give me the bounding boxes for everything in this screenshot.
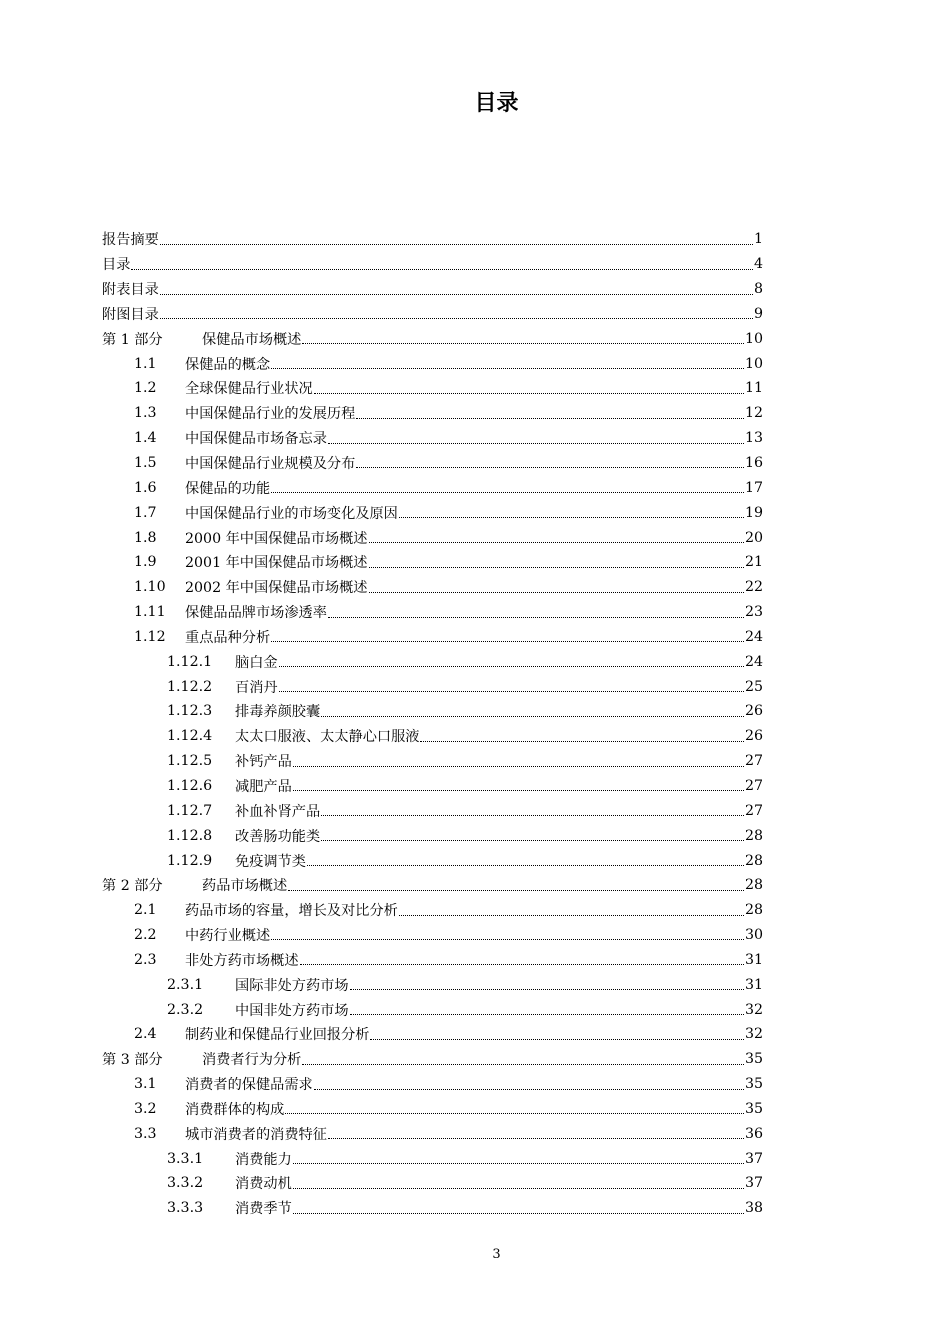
toc-entry[interactable] [102,500,763,525]
toc-entry[interactable] [102,1047,763,1072]
toc-entry-page: 13 [744,430,763,447]
toc-entry-label: 附图目录 [102,306,159,323]
toc-dot-leader [314,392,744,394]
toc-entry-label: 保健品市场概述 [202,331,302,348]
toc-dot-leader [288,889,744,891]
toc-entry-label: 目录 [102,257,131,274]
toc-entry[interactable] [102,326,763,351]
toc-entry-number: 第 3 部分 [102,1052,163,1069]
toc-entry[interactable] [102,351,763,376]
toc-entry-label: 中国保健品行业的市场变化及原因 [185,505,398,522]
toc-entry-page: 28 [744,852,763,869]
toc-entry-page: 11 [744,380,763,397]
toc-entry[interactable] [102,252,763,277]
toc-entry-number: 1.12.1 [167,653,213,670]
toc-entry-label: 消费者行为分析 [202,1052,302,1069]
toc-entry[interactable] [102,1196,763,1221]
toc-entry[interactable] [102,674,763,699]
toc-entry-label: 报告摘要 [102,232,159,249]
toc-entry-label: 国际非处方药市场 [235,977,349,994]
toc-dot-leader [369,541,744,543]
toc-entry-label: 脑白金 [235,654,278,671]
toc-entry-page: 26 [744,703,763,720]
toc-entry[interactable] [102,873,763,898]
toc-entry-label: 药品市场概述 [202,878,288,895]
toc-entry-label: 非处方药市场概述 [185,952,299,969]
toc-entry-label: 保健品的概念 [185,356,271,373]
toc-entry-number: 1.12.3 [167,703,213,720]
toc-entry-page: 37 [744,1150,763,1167]
toc-dot-leader [328,616,744,618]
toc-entry-label: 制药业和保健品行业回报分析 [185,1027,370,1044]
toc-entry-page: 23 [744,604,763,621]
toc-entry[interactable] [102,848,763,873]
toc-entry-number: 2.3 [134,951,157,968]
toc-entry-label: 排毒养颜胶囊 [235,704,321,721]
toc-dot-leader [356,466,744,468]
toc-entry-number: 2.3.2 [167,1001,204,1018]
toc-entry-page: 32 [744,1001,763,1018]
toc-entry[interactable] [102,550,763,575]
toc-entry-number: 1.12.2 [167,678,213,695]
toc-entry[interactable] [102,1171,763,1196]
toc-dot-leader [293,1212,744,1214]
toc-entry-number: 1.10 [134,579,166,596]
toc-dot-leader [321,715,744,717]
toc-entry-page: 27 [744,802,763,819]
toc-dot-leader [279,690,744,692]
toc-entry-number: 2.3.1 [167,976,204,993]
toc-entry-number: 1.12.8 [167,827,213,844]
toc-entry[interactable] [102,475,763,500]
toc-entry[interactable] [102,649,763,674]
toc-dot-leader [350,988,744,990]
toc-entry[interactable] [102,1097,763,1122]
toc-dot-leader [370,1038,743,1040]
toc-dot-leader [285,1112,744,1114]
toc-entry-label: 减肥产品 [235,778,292,795]
toc-dot-leader [307,864,744,866]
toc-entry-number: 2.2 [134,927,157,944]
toc-entry-number: 1.12.5 [167,753,213,770]
toc-entry[interactable] [102,376,763,401]
table-of-contents [102,227,763,1221]
toc-entry-label: 2001 年中国保健品市场概述 [185,555,368,572]
toc-entry-number: 1.1 [134,355,157,372]
toc-entry[interactable] [102,923,763,948]
toc-entry-page: 12 [744,405,763,422]
toc-dot-leader [420,740,743,742]
toc-entry-page: 8 [753,281,763,298]
toc-entry-number: 1.9 [134,554,157,571]
toc-entry-page: 20 [744,529,763,546]
toc-dot-leader [321,839,744,841]
toc-entry-number: 3.3 [134,1125,157,1142]
toc-entry[interactable] [102,451,763,476]
toc-dot-leader [293,1187,744,1189]
toc-entry-page: 22 [744,579,763,596]
toc-entry[interactable] [102,823,763,848]
toc-entry[interactable] [102,898,763,923]
toc-dot-leader [350,1013,744,1015]
toc-entry-label: 中国保健品市场备忘录 [185,431,327,448]
toc-entry-page: 26 [744,728,763,745]
toc-entry-label: 消费能力 [235,1151,292,1168]
toc-entry-page: 19 [744,504,763,521]
toc-entry-number: 1.12.9 [167,852,213,869]
toc-entry-number: 1.7 [134,504,157,521]
toc-entry[interactable] [102,774,763,799]
toc-entry-label: 补钙产品 [235,754,292,771]
toc-entry[interactable] [102,575,763,600]
toc-entry-page: 32 [744,1026,763,1043]
toc-dot-leader [369,566,744,568]
toc-dot-leader [131,268,753,270]
toc-entry-page: 30 [744,927,763,944]
toc-dot-leader [271,367,744,369]
toc-dot-leader [328,442,744,444]
toc-entry-number: 1.12.4 [167,728,213,745]
toc-entry[interactable] [102,600,763,625]
toc-entry-number: 1.3 [134,405,157,422]
toc-dot-leader [302,342,744,344]
toc-dot-leader [279,665,744,667]
toc-entry-page: 37 [744,1175,763,1192]
toc-entry-label: 补血补肾产品 [235,803,321,820]
toc-entry[interactable] [102,625,763,650]
toc-entry-label: 中国非处方药市场 [235,1002,349,1019]
toc-entry[interactable] [102,699,763,724]
toc-entry[interactable] [102,302,763,327]
toc-dot-leader [369,591,744,593]
toc-entry-page: 35 [744,1100,763,1117]
toc-entry-label: 保健品的功能 [185,480,271,497]
toc-entry-number: 1.11 [134,604,166,621]
toc-entry-number: 1.12 [134,628,166,645]
toc-entry-label: 中药行业概述 [185,928,271,945]
toc-entry-page: 25 [744,678,763,695]
toc-entry-label: 消费动机 [235,1176,292,1193]
toc-entry-page: 24 [744,653,763,670]
toc-entry-number: 3.3.2 [167,1175,204,1192]
toc-entry-label: 免疫调节类 [235,853,306,870]
toc-entry-label: 重点品种分析 [185,629,271,646]
toc-entry-label: 附表目录 [102,282,159,299]
toc-entry-number: 第 1 部分 [102,331,163,348]
page-title: 目录 [474,91,519,116]
toc-entry-number: 1.12.7 [167,802,213,819]
toc-entry-number: 1.5 [134,455,157,472]
toc-entry-page: 27 [744,753,763,770]
toc-entry-page: 28 [744,902,763,919]
toc-entry-label: 中国保健品行业的发展历程 [185,406,356,423]
toc-dot-leader [321,814,744,816]
toc-entry-page: 35 [744,1051,763,1068]
toc-entry-number: 3.2 [134,1100,157,1117]
toc-dot-leader [356,417,744,419]
toc-entry[interactable] [102,798,763,823]
toc-entry-number: 1.8 [134,529,157,546]
toc-entry-label: 消费季节 [235,1201,292,1218]
toc-entry-label: 改善肠功能类 [235,828,321,845]
toc-entry-number: 第 2 部分 [102,878,163,895]
toc-entry[interactable] [102,947,763,972]
toc-entry[interactable] [102,997,763,1022]
toc-entry[interactable] [102,1146,763,1171]
toc-entry[interactable] [102,1072,763,1097]
toc-entry-page: 28 [744,877,763,894]
toc-dot-leader [300,963,744,965]
toc-entry-page: 24 [744,628,763,645]
toc-entry-number: 2.4 [134,1026,157,1043]
toc-entry[interactable] [102,972,763,997]
toc-dot-leader [328,1137,744,1139]
toc-dot-leader [271,938,744,940]
toc-entry-page: 4 [753,256,763,273]
toc-entry-page: 31 [744,951,763,968]
toc-entry-number: 1.4 [134,430,157,447]
toc-entry[interactable] [102,724,763,749]
toc-entry-page: 21 [744,554,763,571]
toc-entry-label: 太太口服液、太太静心口服液 [235,729,420,746]
toc-entry-page: 9 [753,305,763,322]
toc-entry-page: 31 [744,976,763,993]
toc-entry-label: 城市消费者的消费特征 [185,1126,327,1143]
toc-entry[interactable] [102,749,763,774]
toc-entry-page: 1 [753,231,763,248]
toc-entry-label: 百消丹 [235,679,278,696]
toc-entry-label: 消费群体的构成 [185,1101,285,1118]
toc-dot-leader [314,1088,744,1090]
toc-entry-page: 27 [744,777,763,794]
toc-entry[interactable] [102,1121,763,1146]
toc-entry-page: 10 [744,330,763,347]
toc-dot-leader [293,765,744,767]
toc-entry-label: 2002 年中国保健品市场概述 [185,580,368,597]
toc-entry[interactable] [102,277,763,302]
toc-entry-number: 1.2 [134,380,157,397]
toc-dot-leader [293,1162,744,1164]
page-number: 3 [492,1247,501,1262]
toc-entry-page: 36 [744,1125,763,1142]
toc-entry-page: 10 [744,355,763,372]
toc-entry-label: 保健品品牌市场渗透率 [185,605,327,622]
toc-entry[interactable] [102,1022,763,1047]
toc-entry-page: 35 [744,1076,763,1093]
toc-entry-number: 3.1 [134,1076,157,1093]
toc-dot-leader [160,317,753,319]
toc-dot-leader [271,640,744,642]
toc-entry-number: 2.1 [134,902,157,919]
toc-entry-label: 消费者的保健品需求 [185,1077,313,1094]
toc-dot-leader [160,293,753,295]
toc-entry[interactable] [102,401,763,426]
toc-entry-label: 药品市场的容量，增长及对比分析 [185,903,398,920]
toc-entry-number: 1.12.6 [167,777,213,794]
toc-entry-page: 17 [744,479,763,496]
toc-dot-leader [271,491,744,493]
toc-entry-page: 28 [744,827,763,844]
toc-entry-number: 1.6 [134,479,157,496]
toc-entry[interactable] [102,525,763,550]
toc-entry-label: 中国保健品行业规模及分布 [185,456,356,473]
toc-entry-number: 3.3.1 [167,1150,204,1167]
toc-dot-leader [399,516,744,518]
toc-dot-leader [293,789,744,791]
toc-entry-page: 38 [744,1200,763,1217]
toc-entry-page: 16 [744,455,763,472]
toc-dot-leader [302,1063,744,1065]
toc-entry[interactable] [102,227,763,252]
toc-dot-leader [399,914,744,916]
toc-entry-label: 2000 年中国保健品市场概述 [185,530,368,547]
toc-entry[interactable] [102,426,763,451]
toc-dot-leader [160,243,753,245]
toc-entry-number: 3.3.3 [167,1200,204,1217]
toc-entry-label: 全球保健品行业状况 [185,381,313,398]
